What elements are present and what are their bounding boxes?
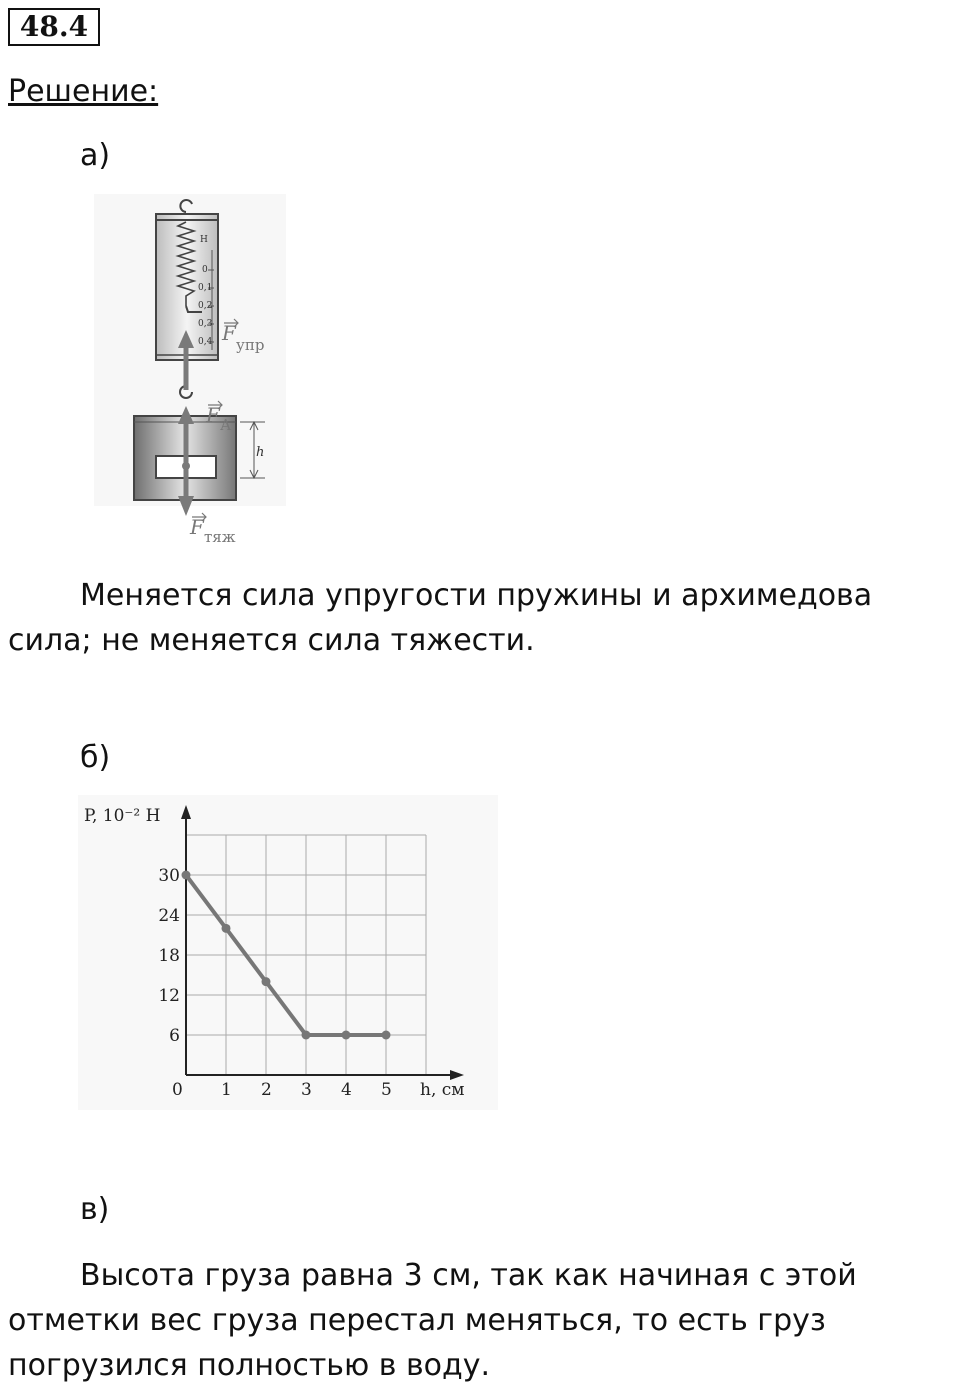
data-point bbox=[222, 924, 231, 933]
scale-tick-label: 0,3 bbox=[198, 319, 213, 329]
data-point bbox=[382, 1031, 391, 1040]
y-axis-label: P, 10⁻² Н bbox=[84, 806, 161, 826]
chart-background bbox=[78, 795, 498, 1110]
x-tick-label: 0 bbox=[172, 1080, 183, 1100]
part-a-answer: Меняется сила упругости пружины и архимедова сила; не меняется сила тяжести. bbox=[8, 578, 873, 658]
scale-unit: Н bbox=[200, 235, 208, 245]
part-b-label: б) bbox=[80, 740, 111, 775]
part-a-text bbox=[8, 573, 958, 663]
x-tick-label: 5 bbox=[381, 1080, 392, 1100]
chart-svg bbox=[78, 795, 498, 1110]
part-c-label: в) bbox=[80, 1192, 110, 1227]
data-point bbox=[182, 871, 191, 880]
y-tick-label: 30 bbox=[158, 866, 180, 886]
part-c-answer: Высота груза равна 3 см, так как начиная с этой отметки вес груза перестал меняться, то есть груз погрузился полностью в воду. bbox=[8, 1258, 857, 1383]
archimedes-force-subscript: А bbox=[220, 416, 232, 434]
scale-tick-label: 0,1 bbox=[198, 283, 213, 293]
depth-label: h bbox=[256, 445, 265, 460]
x-tick-label: 4 bbox=[341, 1080, 352, 1100]
x-axis-label: h, см bbox=[420, 1080, 465, 1100]
dynamometer-diagram bbox=[90, 190, 290, 550]
x-tick-label: 3 bbox=[301, 1080, 312, 1100]
elastic-force-subscript: упр bbox=[236, 336, 265, 354]
part-a-label: а) bbox=[80, 138, 111, 173]
part-c-text bbox=[8, 1253, 958, 1388]
solution-heading: Решение: bbox=[8, 74, 159, 109]
scale-tick-label: 0 bbox=[202, 265, 208, 275]
scale-tick-label: 0,4 bbox=[198, 337, 213, 347]
gravity-force-subscript: тяж bbox=[204, 528, 236, 546]
elastic-force-symbol: F bbox=[222, 321, 236, 345]
problem-number: 48.4 bbox=[8, 8, 100, 46]
x-tick-label: 2 bbox=[261, 1080, 272, 1100]
archimedes-force-symbol: F bbox=[206, 403, 220, 427]
gravity-force-symbol: F bbox=[190, 515, 204, 539]
scale-tick-label: 0,2 bbox=[198, 301, 213, 311]
y-tick-label: 24 bbox=[158, 906, 180, 926]
y-tick-label: 18 bbox=[158, 946, 180, 966]
data-point bbox=[262, 977, 271, 986]
y-tick-label: 6 bbox=[169, 1026, 180, 1046]
dynamometer-figure bbox=[90, 190, 290, 550]
y-tick-label: 12 bbox=[158, 986, 180, 1006]
data-point bbox=[342, 1031, 351, 1040]
data-point bbox=[302, 1031, 311, 1040]
weight-vs-depth-chart bbox=[78, 795, 498, 1110]
x-tick-label: 1 bbox=[221, 1080, 232, 1100]
